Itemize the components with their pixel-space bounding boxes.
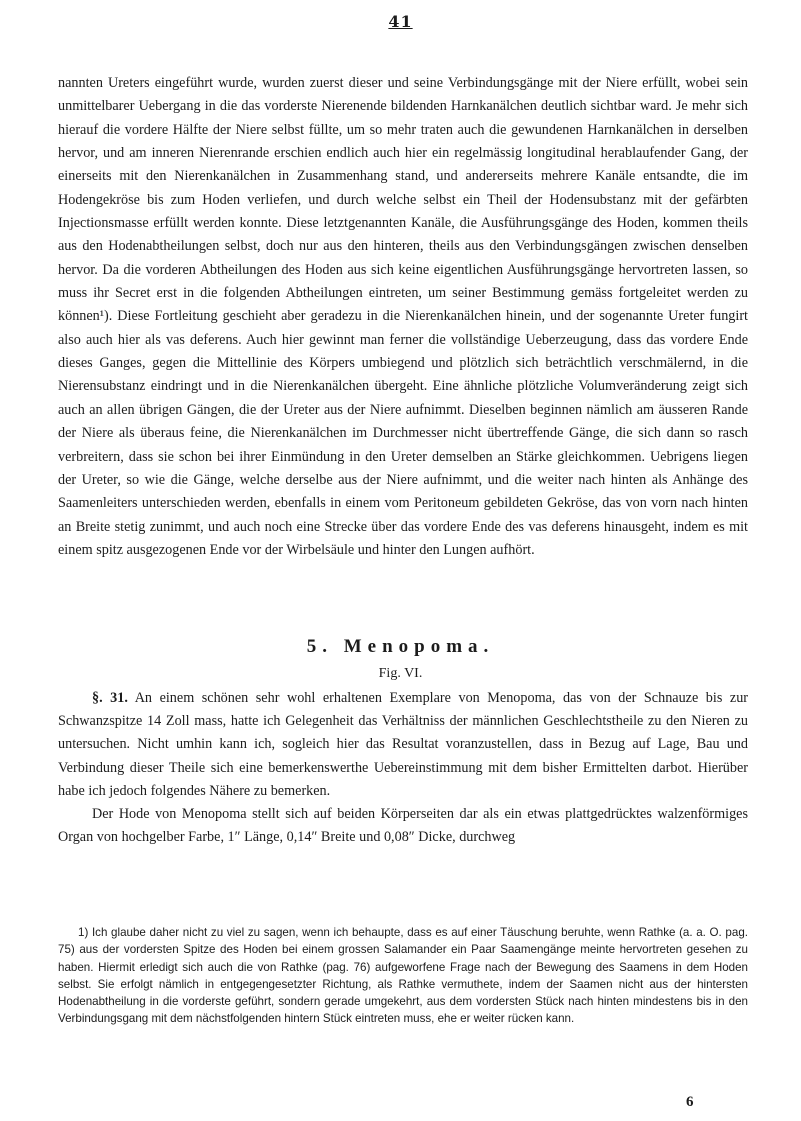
body-paragraph: nannten Ureters eingeführt wurde, wurden zuerst dieser und seine Verbindungsgänge mit der Niere erfüllt, wobei sein unmittelbarer Uebergang in die das vorderste Nierenende bildenden Harnkanälchen deutlich sichtbar ward. Je mehr sich hierauf die vordere Hälfte der Niere selbst füllte, um so mehr traten auch die gewundenen Harnkanälchen in derselben hervor, und am inneren Nierenrande erschien endlich auch hier ein regelmässig longitudinal herablaufender Gang, der einerseits mit den Nierenkanälchen in Zusammenhang stand, und andererseits mehrere Kanäle entsandte, die im Hodengekröse bis zum Hoden verliefen, und durch welche selbst ein Theil der Hodensubstanz mit der gefärbten Injectionsmasse erfüllt werden konnte. Diese letztgenannten Kanäle, die Ausführungsgänge des Hoden, kommen theils aus den Hodenabtheilungen selbst, doch nur aus den hinteren, theils aus den Verbindungsgängen zwischen denselben hervor. Da die vorderen Abtheilungen des Hoden aus sich keine eigentlichen Ausführungsgänge hervortreten lassen, so muss ihr Secret erst in die folgenden Abtheilungen eintreten, um seiner Bestimmung gemäss fortgeleitet werden zu können¹). Diese Fortleitung geschieht aber geradezu in die Nierenkanälchen hinein, und der sogenannte Ureter fungirt also auch hier als vas deferens. Auch hier gewinnt man ferner die vollständige Ueberzeugung, dass das vordere Ende dieses Ganges, gegen die Mittellinie des Körpers umbiegend und plötzlich sich beträchtlich verschmälernd, in die Nierensubstanz eindringt und in die Nierenkanälchen übergeht. Eine ähnliche plötzliche Volumveränderung zeigt sich auch an allen übrigen Gängen, die der Ureter aus der Niere aufnimmt. Dieselben beginnen nämlich am äusseren Rande der Niere als überaus feine, die Nierenkanälchen im Durchmesser nicht übertreffende Gänge, die sich dann so rasch verbreitern, dass sie schon bei ihrer Einmündung in den Ureter demselben an Stärke gleichkommen. Uebrigens liegen der Ureter, so wie die Gänge, welche derselbe aus der Niere aufnimmt, und die weiter nach hinten als Anhänge des Saamenleiters unterschieden werden, ebenfalls in einem vom Peritoneum gebildeten Gekröse, das von vorn nach hinten an Breite stetig zunimmt, und auch noch eine Strecke über das vordere Ende des vas deferens hinausgeht, indem es mit einem spitz ausgezogenen Ende vor der Wirbelsäule und hinter den Lungen aufhört. xyxy=(58,75,748,558)
figure-label: Fig. VI. xyxy=(378,666,423,681)
continued-paragraph xyxy=(58,72,748,562)
section-paragraph-1 xyxy=(58,687,748,803)
section-body xyxy=(58,687,748,849)
footnotes xyxy=(58,924,748,1028)
page-number: 41 xyxy=(388,12,413,31)
section-paragraph-2: Der Hode von Menopoma stellt sich auf beiden Körperseiten dar als ein etwas plattgedrücktes walzenförmiges Organ von hochgelber Farbe, 1″ Länge, 0,14″ Breite und 0,08″ Dicke, durchweg xyxy=(58,806,748,846)
section-heading: 5. Menopoma. xyxy=(306,636,495,657)
section-paragraph-1-text: An einem schönen sehr wohl erhaltenen Exemplare von Menopoma, das von der Schnauze bis zur Schwanzspitze 14 Zoll mass, hatte ich Gelegenheit das Verhältniss der männlichen Geschlechtstheile zu den Nieren zu untersuchen. Nicht umhin kann ich, sogleich hier das Resultat voranzustellen, dass in Bezug auf Lage, Bau und Verbindung dieser Theile sich eine bemerkenswerthe Uebereinstimmung mit dem bisher Ermittelten darbot. Hierüber habe ich jedoch folgendes Nähere zu bemerken. xyxy=(58,690,749,799)
paragraph-number: §. 31. xyxy=(92,690,128,706)
signature-mark: 6 xyxy=(686,1094,694,1110)
footnote-1: 1) Ich glaube daher nicht zu viel zu sagen, wenn ich behaupte, dass es auf einer Täuschung beruhte, wenn Rathke (a. a. O. pag. 75) aus der vordersten Spitze des Hoden bei einem grossen Salamander ein Paar Saamengänge meinte hervortreten gesehen zu haben. Hiermit erledigt sich auch die von Rathke (pag. 76) aufgeworfene Frage nach der Bewegung des Saamens in dem Hoden selbst. Sie erfolgt nämlich in entgegengesetzter Richtung, als Rathke vermuthete, indem der Saamen nicht aus der hintersten Hodenabtheilung in die vorderste geführt, sondern gerade umgekehrt, aus dem vordersten Stück nach hinten mindestens bis in den Verbindungsgang mit dem nächstfolgenden hintern Stück eintreten muss, ehe er weiter rücken kann. xyxy=(58,926,748,1026)
